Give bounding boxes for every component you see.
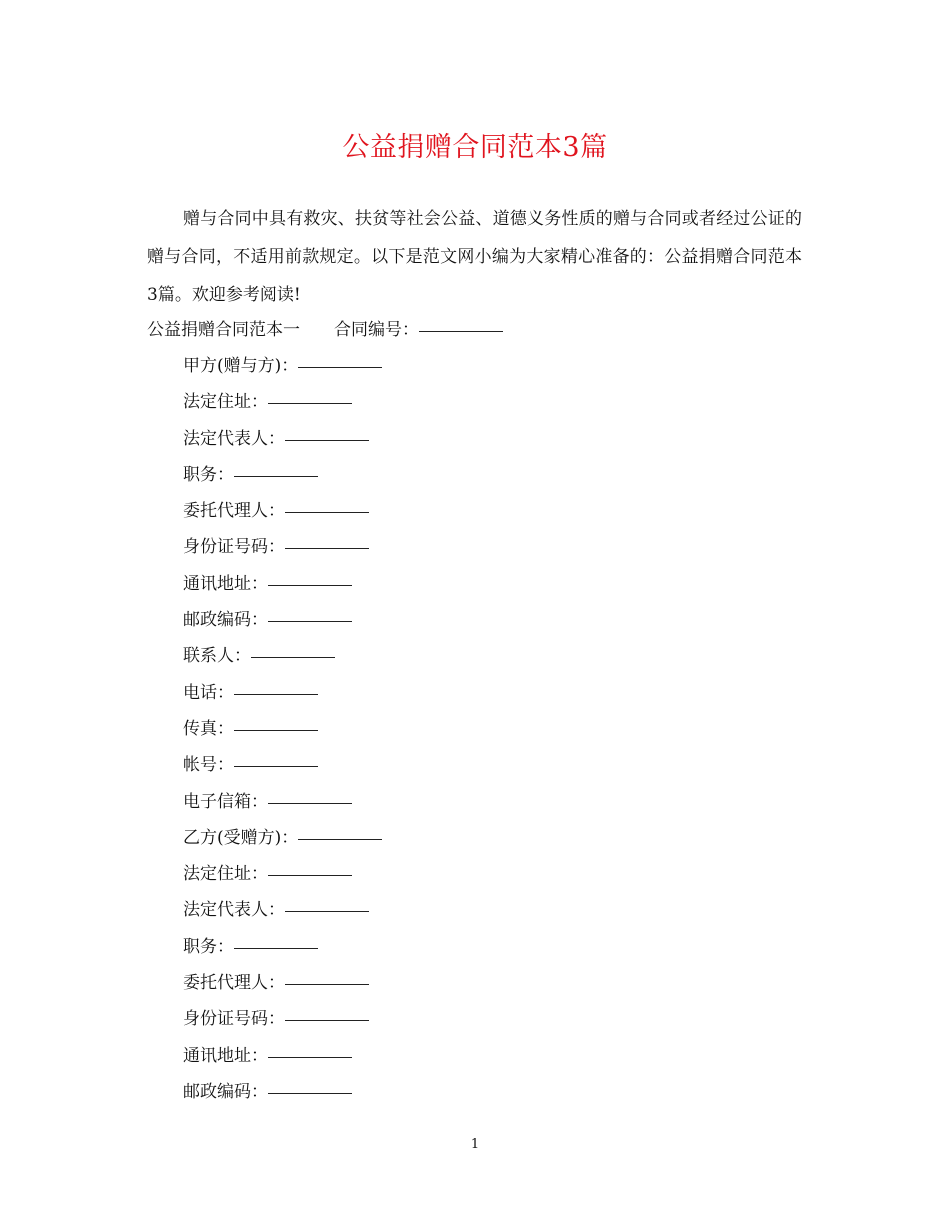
field-blank	[234, 729, 318, 731]
field-blank	[298, 838, 382, 840]
field-blank	[285, 547, 369, 549]
field-label: 通讯地址：	[183, 1045, 268, 1066]
field-label: 邮政编码：	[183, 610, 268, 631]
field-label: 邮政编码：	[183, 1081, 268, 1102]
field-blank	[298, 366, 382, 368]
field-label: 传真：	[183, 718, 234, 739]
field-label: 职务：	[183, 464, 234, 485]
intro-paragraph: 赠与合同中具有救灾、扶贫等社会公益、道德义务性质的赠与合同或者经过公证的赠与合同，不适用前款规定。以下是范文网小编为大家精心准备的：公益捐赠合同范本3篇。欢迎参考阅读!	[147, 209, 802, 305]
field-label: 法定代表人：	[183, 900, 285, 921]
field-label: 联系人：	[183, 646, 251, 667]
field-blank	[268, 584, 352, 586]
field-blank	[268, 1092, 352, 1094]
field-blank	[234, 693, 318, 695]
field-label: 通讯地址：	[183, 573, 268, 594]
field-blank	[268, 802, 352, 804]
field-blank	[268, 620, 352, 622]
field-label: 法定住址：	[183, 864, 268, 885]
field-blank	[285, 910, 369, 912]
field-blank	[234, 947, 318, 949]
field-label: 法定住址：	[183, 392, 268, 413]
field-blank	[285, 511, 369, 513]
field-row	[183, 1074, 382, 1110]
field-blank	[268, 402, 352, 404]
field-blank	[234, 475, 318, 477]
field-blank	[285, 983, 369, 985]
field-blank	[285, 439, 369, 441]
field-row	[183, 1038, 382, 1074]
field-row	[183, 529, 382, 565]
field-row	[183, 602, 382, 638]
field-row	[183, 965, 382, 1001]
field-row	[183, 929, 382, 965]
field-label: 甲方(赠与方)：	[183, 356, 299, 376]
field-row	[183, 348, 382, 384]
field-row	[183, 675, 382, 711]
section-heading-text: 公益捐赠合同范本一	[147, 320, 300, 340]
field-blank	[268, 1056, 352, 1058]
field-label: 电子信箱：	[183, 791, 268, 812]
field-row	[183, 747, 382, 783]
field-row	[183, 1001, 382, 1037]
page-title: 公益捐赠合同范本3篇	[342, 132, 608, 163]
field-row	[183, 784, 382, 820]
field-row	[183, 638, 382, 674]
field-label: 乙方(受赠方)：	[183, 827, 299, 848]
section-heading	[147, 312, 503, 348]
field-row	[183, 820, 382, 856]
field-blank	[234, 765, 318, 767]
field-row	[183, 566, 382, 602]
field-blank	[251, 656, 335, 658]
field-label: 帐号：	[183, 755, 234, 776]
field-row	[183, 421, 382, 457]
contract-number-blank	[419, 330, 503, 332]
field-label: 职务：	[183, 936, 234, 957]
field-row	[183, 457, 382, 493]
field-label: 电话：	[183, 682, 234, 703]
contract-field-list	[183, 348, 382, 1110]
page-number: 1	[470, 1137, 480, 1152]
field-label: 法定代表人：	[183, 428, 285, 449]
field-label: 委托代理人：	[183, 501, 285, 522]
field-label: 委托代理人：	[183, 973, 285, 994]
field-row	[183, 856, 382, 892]
field-label: 身份证号码：	[183, 1009, 285, 1030]
field-blank	[285, 1019, 369, 1021]
field-row	[183, 384, 382, 420]
field-label: 身份证号码：	[183, 537, 285, 558]
field-row	[183, 711, 382, 747]
field-blank	[268, 874, 352, 876]
field-row	[183, 892, 382, 928]
field-row	[183, 493, 382, 529]
contract-number-label: 合同编号：	[334, 320, 419, 340]
